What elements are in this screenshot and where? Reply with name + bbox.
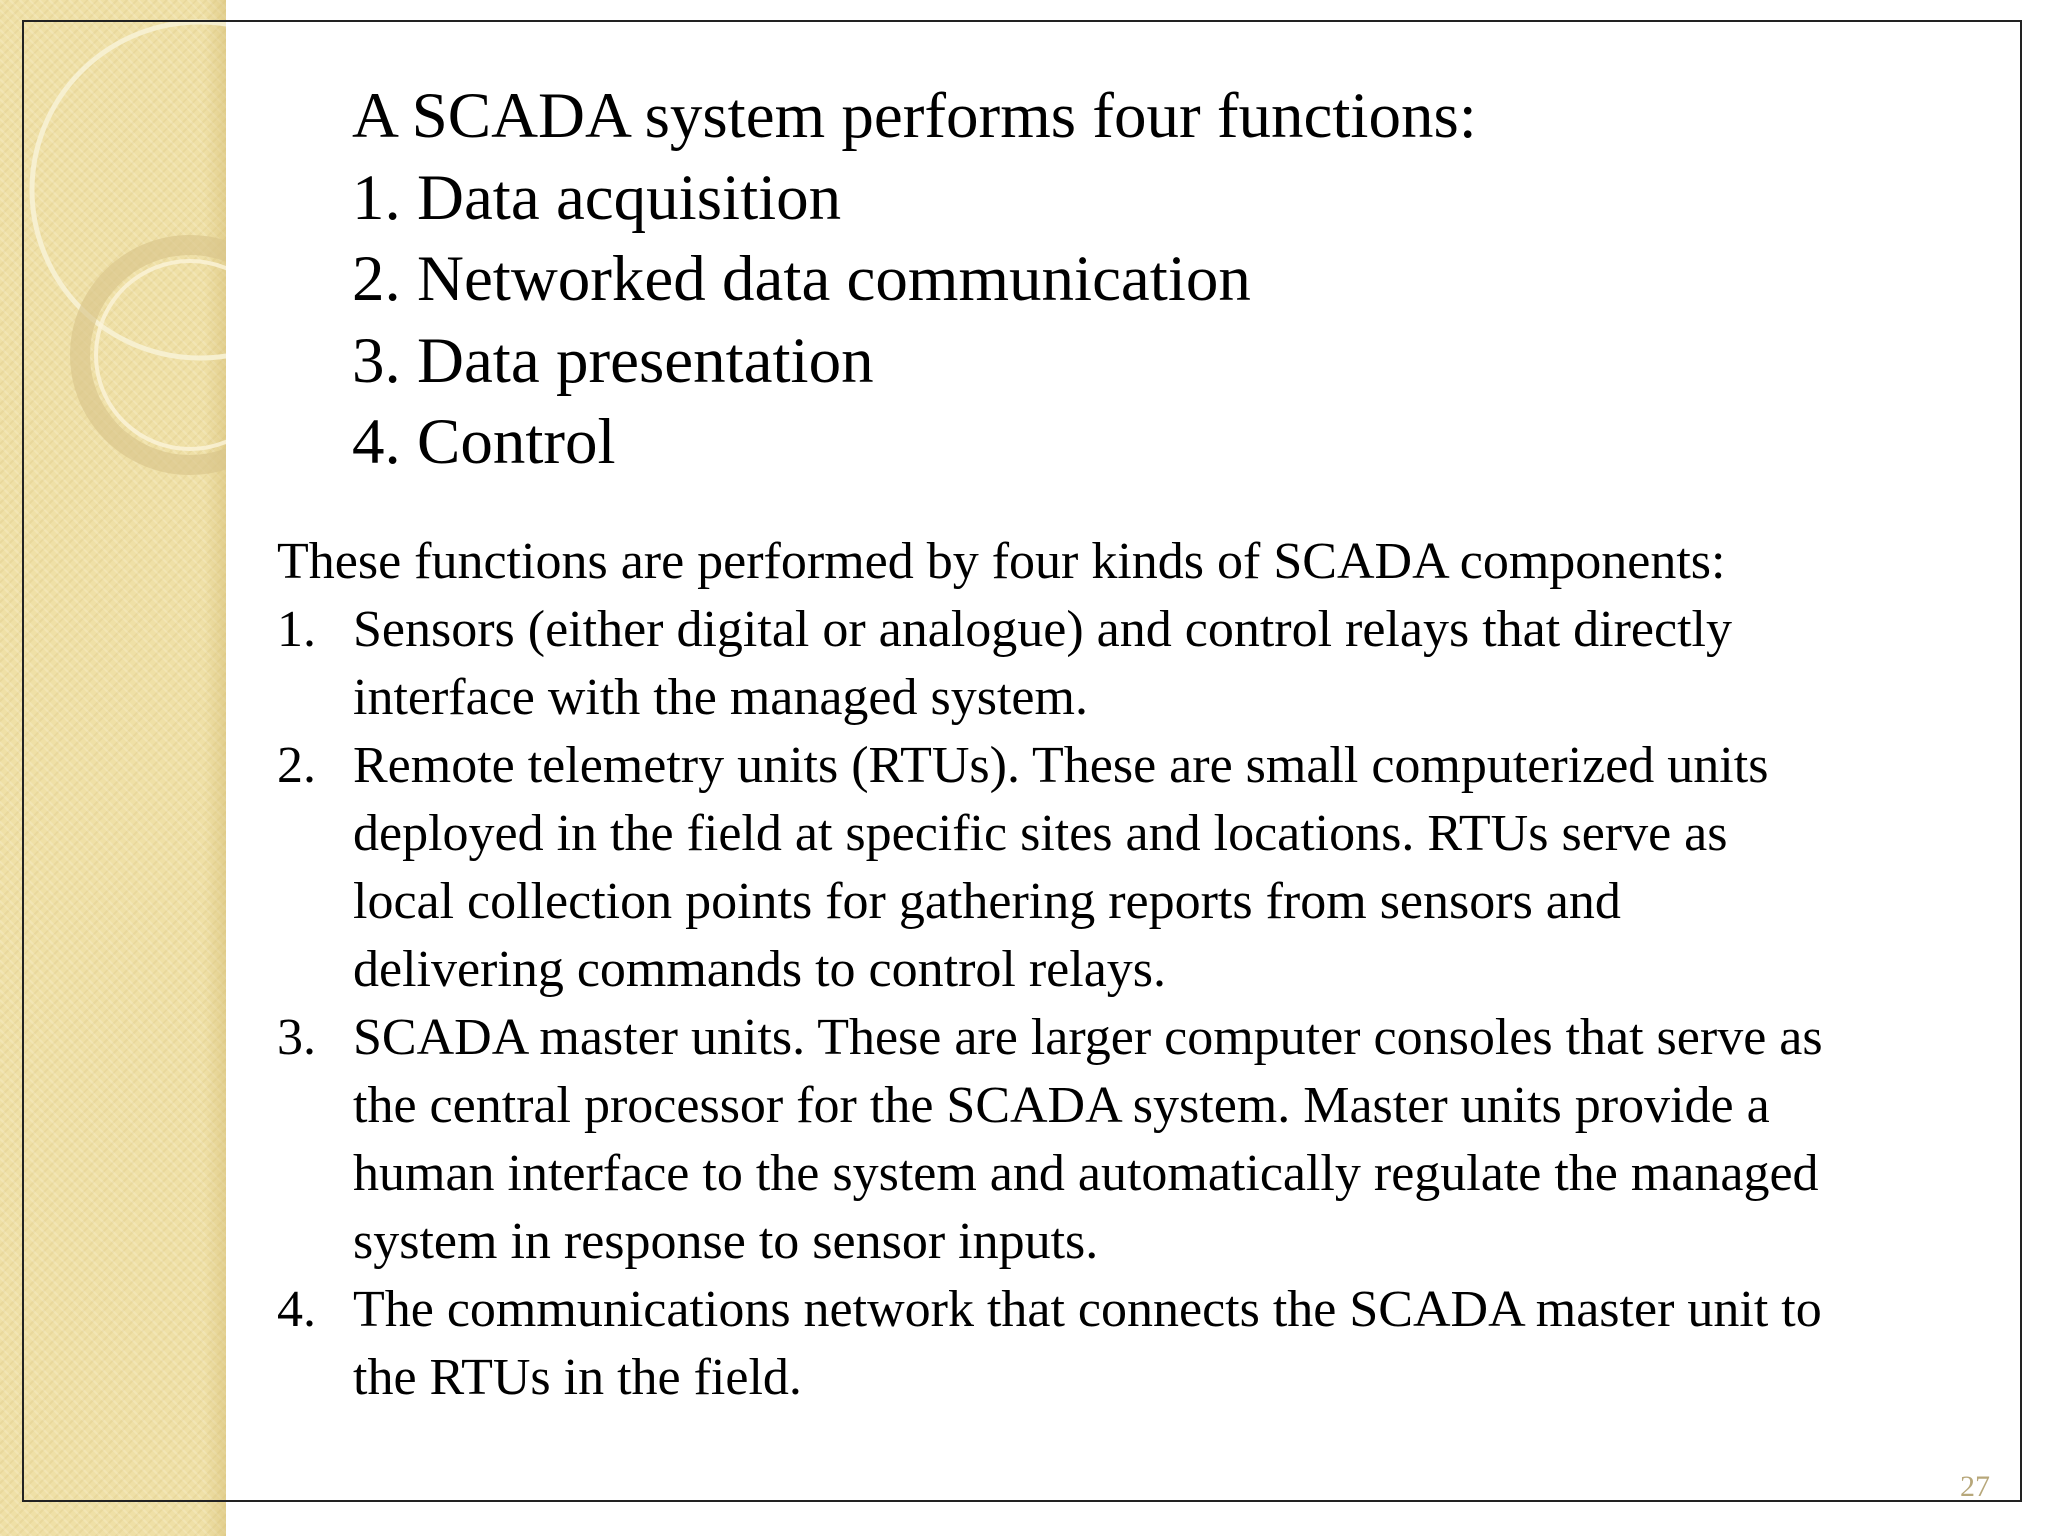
component-line: the RTUs in the field. [353, 1349, 802, 1406]
component-line: the central processor for the SCADA system. Master units provide a [353, 1077, 1770, 1134]
page-number: 27 [1960, 1470, 1990, 1503]
component-item [277, 596, 1997, 732]
component-number: 2. [277, 737, 316, 794]
component-line: SCADA master units. These are larger computer consoles that serve as [353, 1009, 1823, 1066]
function-item: 4. Control [352, 406, 616, 478]
component-item [277, 732, 1997, 1004]
function-item: 2. Networked data communication [352, 243, 1251, 315]
component-line: local collection points for gathering reports from sensors and [353, 873, 1621, 930]
functions-list [352, 76, 1477, 484]
decorative-rings [0, 0, 226, 520]
component-item [277, 1004, 1997, 1276]
components-section [277, 528, 1997, 1412]
component-line: deployed in the field at specific sites and locations. RTUs serve as [353, 805, 1728, 862]
function-item: 3. Data presentation [352, 324, 874, 397]
component-line: system in response to sensor inputs. [353, 1213, 1099, 1270]
component-line: interface with the managed system. [353, 669, 1088, 726]
decorative-ring-small [80, 245, 226, 465]
component-number: 3. [277, 1009, 316, 1066]
decorative-ring-large [32, 22, 226, 358]
component-line: Remote telemetry units (RTUs). These are small computerized units [353, 737, 1769, 794]
component-line: Sensors (either digital or analogue) and control relays that directly [353, 601, 1732, 658]
component-number: 4. [277, 1281, 316, 1338]
component-item [277, 1276, 1997, 1412]
function-item: 1. Data acquisition [352, 161, 842, 234]
component-number: 1. [277, 601, 316, 658]
functions-title: A SCADA system performs four functions: [352, 80, 1477, 152]
component-line: delivering commands to control relays. [353, 941, 1167, 998]
components-intro: These functions are performed by four kinds of SCADA components: [277, 533, 1726, 590]
component-line: human interface to the system and automatically regulate the managed [353, 1145, 1819, 1202]
component-line: The communications network that connects the SCADA master unit to [353, 1281, 1822, 1338]
